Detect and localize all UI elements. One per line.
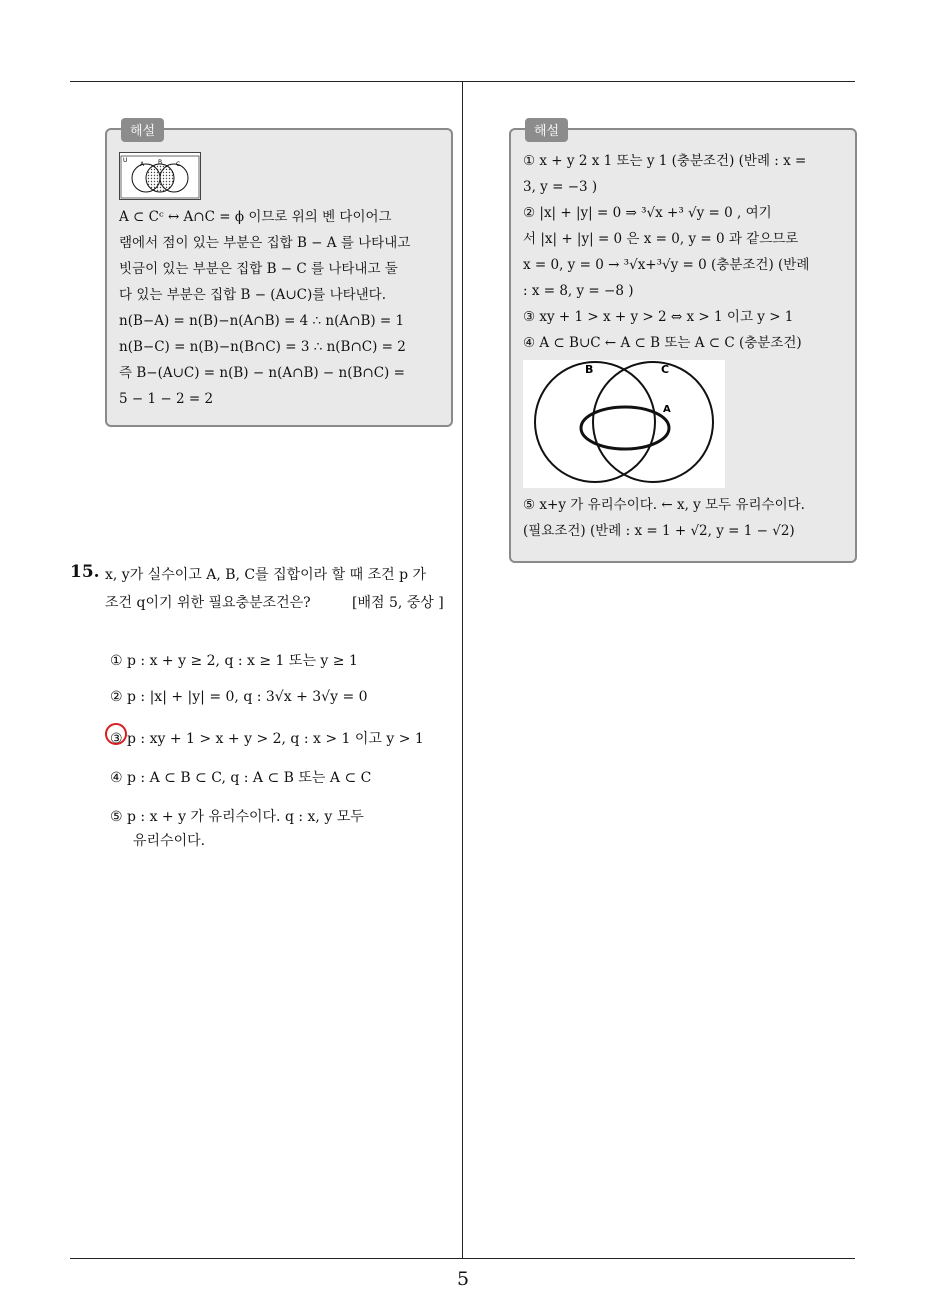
right-line-6: : x = 8, y = −8 ): [523, 283, 634, 299]
question-number: 15.: [70, 562, 100, 582]
option-3[interactable]: ③ p : xy + 1 > x + y > 2, q : x > 1 이고 y > 1: [110, 731, 424, 747]
venn-label-a: A: [140, 161, 145, 168]
option-5-continued: 유리수이다.: [133, 833, 206, 849]
question-text-line1: x, y가 실수이고 A, B, C를 집합이라 할 때 조건 p 가: [105, 567, 427, 583]
large-venn-diagram: [523, 360, 725, 488]
venn-label-c: C: [661, 363, 670, 376]
left-line-1: A ⊂ Cᶜ ↔ A∩C = ϕ 이므로 위의 벤 다이어그: [119, 209, 392, 225]
question-text-line2: 조건 q이기 위한 필요충분조건은?: [105, 595, 311, 611]
right-line-5: x = 0, y = 0 → ³√x+³√y = 0 (충분조건) (반례: [523, 257, 810, 273]
explanation-tag: 해설: [121, 118, 164, 142]
left-line-8: 5 − 1 − 2 = 2: [119, 391, 214, 407]
right-line-10: (필요조건) (반례 : x = 1 + √2, y = 1 − √2): [523, 523, 795, 539]
bottom-rule: [70, 1258, 855, 1259]
right-line-7: ③ xy + 1 > x + y > 2 ⇔ x > 1 이고 y > 1: [523, 309, 794, 325]
right-explanation-box: [509, 124, 857, 563]
right-line-1: ① x + y 2 x 1 또는 y 1 (충분조건) (반례 : x =: [523, 153, 807, 169]
left-line-3: 빗금이 있는 부분은 집합 B − C 를 나타내고 둘: [119, 261, 398, 277]
right-line-3: ② |x| + |y| = 0 ⇒ ³√x +³ √y = 0 , 여기: [523, 205, 772, 221]
option-2[interactable]: ② p : |x| + |y| = 0, q : 3√x + 3√y = 0: [110, 689, 368, 705]
left-line-6: n(B−C) = n(B)−n(B∩C) = 3 ∴ n(B∩C) = 2: [119, 339, 406, 355]
right-line-9: ⑤ x+y 가 유리수이다. ← x, y 모두 유리수이다.: [523, 497, 805, 513]
right-line-4: 서 |x| + |y| = 0 은 x = 0, y = 0 과 같으므로: [523, 231, 799, 247]
small-venn-diagram: [119, 152, 201, 200]
venn-label-a: A: [663, 404, 671, 415]
left-line-5: n(B−A) = n(B)−n(A∩B) = 4 ∴ n(A∩B) = 1: [119, 313, 405, 329]
venn-label-b: B: [158, 159, 163, 166]
right-line-2: 3, y = −3 ): [523, 179, 598, 195]
right-line-8: ④ A ⊂ B∪C ← A ⊂ B 또는 A ⊂ C (충분조건): [523, 335, 802, 351]
venn-label-c: C: [176, 161, 181, 168]
question-meta: [배점 5, 중상 ]: [352, 595, 444, 611]
explanation-tag: 해설: [525, 118, 568, 142]
left-explanation-box: [105, 124, 453, 427]
venn-label-u: U: [123, 157, 128, 164]
page-number: 5: [456, 1268, 470, 1290]
venn-label-b: B: [585, 363, 594, 376]
option-5[interactable]: ⑤ p : x + y 가 유리수이다. q : x, y 모두: [110, 809, 364, 825]
option-1[interactable]: ① p : x + y ≥ 2, q : x ≥ 1 또는 y ≥ 1: [110, 653, 358, 669]
column-divider: [462, 82, 463, 1258]
option-4[interactable]: ④ p : A ⊂ B ⊂ C, q : A ⊂ B 또는 A ⊂ C: [110, 770, 372, 786]
left-line-4: 다 있는 부분은 집합 B − (A∪C)를 나타낸다.: [119, 287, 387, 303]
left-line-2: 램에서 점이 있는 부분은 집합 B − A 를 나타내고: [119, 235, 411, 251]
left-line-7: 즉 B−(A∪C) = n(B) − n(A∩B) − n(B∩C) =: [119, 365, 405, 381]
